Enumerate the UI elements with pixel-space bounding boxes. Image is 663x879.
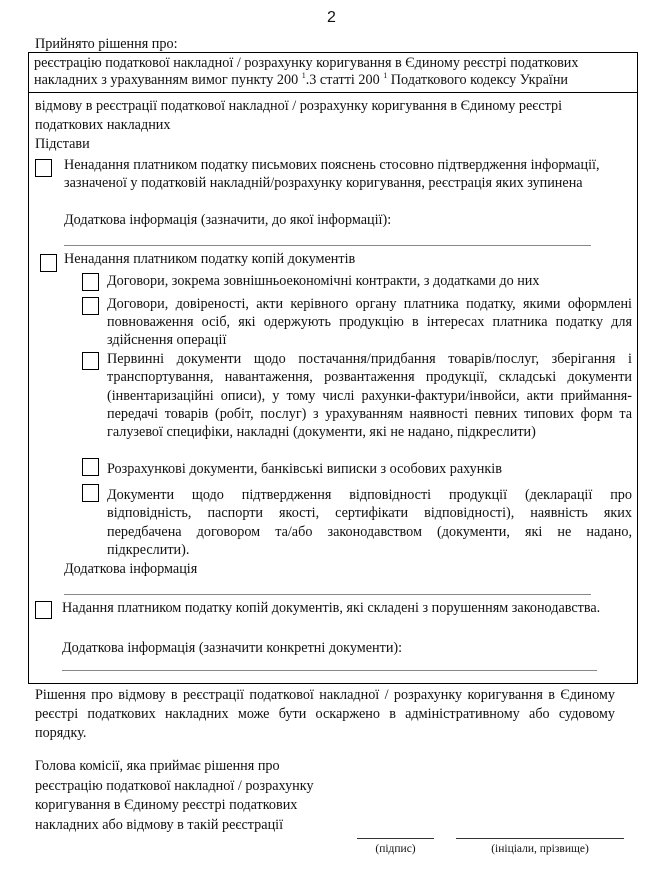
ground-2-checkbox[interactable] xyxy=(40,254,57,272)
ground-2-sub-1-checkbox[interactable] xyxy=(82,273,99,291)
ground-2-sub-1-text: Договори, зокрема зовнішньоекономічні контракти, з додатками до них xyxy=(107,273,540,289)
decision-option-registration[interactable] xyxy=(28,52,638,93)
ground-1-checkbox[interactable] xyxy=(35,159,52,177)
appeal-note: Рішення про відмову в реєстрації податкової накладної / розрахунку коригування в Єдиному реєстрі податкових накладних може бути оскаржено в адміністративному або судовому порядку. xyxy=(35,687,615,741)
ground-3-text: Надання платником податку копій документів, які складені з порушенням законодавства. xyxy=(62,600,601,616)
signature-label: (підпис) xyxy=(375,843,416,855)
ground-1-additional-label: Додаткова інформація (зазначити, до якої інформації): xyxy=(64,212,392,228)
name-label: (ініціали, прізвище) xyxy=(491,843,589,855)
ground-2-additional-label: Додаткова інформація xyxy=(64,561,198,577)
ground-1-text: Ненадання платником податку письмових пояснень стосовно підтвердження інформації, зазначеної у податковій накладній/розрахунку коригування, реєстрація яких зупинена xyxy=(64,157,600,191)
ground-2-sub-4-checkbox[interactable] xyxy=(82,458,99,476)
ground-3-checkbox[interactable] xyxy=(35,601,52,619)
signatory-title: Голова комісії, яка приймає рішення про реєстрацію податкової накладної / розрахунку коригування в Єдиному реєстрі податкових накладних або відмову в такій реєстрації xyxy=(35,758,314,833)
ground-2-sub-3-text: Первинні документи щодо постачання/придбання товарів/послуг, зберігання і транспортування, навантаження, розвантаження продукції, складські документи (інвентаризаційні описи), у тому числі рахунки-фактури/інвойси, акти приймання-передачі товарів (робіт, послуг) з урахуванням наявності певних типових форм та галузевої специфіки, накладні (документи, які не надано, підкреслити) xyxy=(107,351,632,441)
signature-field[interactable] xyxy=(357,838,434,839)
page-number: 2 xyxy=(327,9,336,26)
ground-2-sub-3-checkbox[interactable] xyxy=(82,352,99,370)
decision-option-refusal[interactable]: відмову в реєстрації податкової накладної / розрахунку коригування в Єдиному реєстрі податкових накладних xyxy=(35,98,563,133)
name-field[interactable] xyxy=(456,838,624,839)
grounds-label: Підстави xyxy=(35,136,90,152)
ground-2-sub-5-text: Документи щодо підтвердження відповідності продукції (декларації про відповідність, паспорти якості, сертифікати відповідності), наявність яких передбачена договором та/або законодавством (документи, які не надано, підкреслити). xyxy=(107,487,632,558)
ground-3-additional-input[interactable] xyxy=(62,670,597,671)
ground-2-text: Ненадання платником податку копій документів xyxy=(64,251,356,267)
ground-2-sub-2-checkbox[interactable] xyxy=(82,297,99,315)
decision-intro-label: Прийнято рішення про: xyxy=(35,36,178,52)
ground-1-additional-input[interactable] xyxy=(64,245,591,246)
ground-2-sub-4-text: Розрахункові документи, банківські виписки з особових рахунків xyxy=(107,461,502,477)
ground-3-additional-label: Додаткова інформація (зазначити конкретні документи): xyxy=(62,640,403,656)
ground-2-sub-5-checkbox[interactable] xyxy=(82,484,99,502)
decision-option-registration-text: реєстрацію податкової накладної / розрахунку коригування в Єдиному реєстрі податкових накладних з урахуванням вимог пункту 200 $^1$.3 статті 200 $^1$ Податкового кодексу України xyxy=(34,55,579,88)
ground-2-additional-input[interactable] xyxy=(64,594,591,595)
ground-2-sub-2-text: Договори, довіреності, акти керівного органу платника податку, якими оформлені повноваження осіб, які одержують продукцію в інтересах платника податку для здійснення операції xyxy=(107,296,632,348)
